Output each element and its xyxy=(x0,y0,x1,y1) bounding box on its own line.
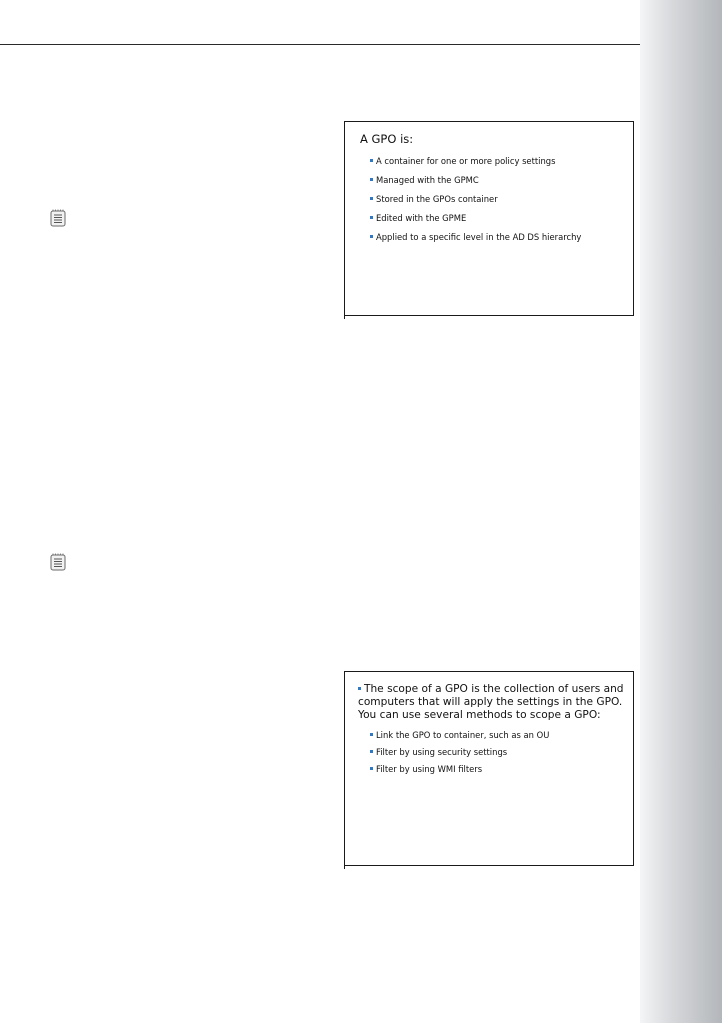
page-margin-sidebar xyxy=(640,0,722,1023)
bullet-icon xyxy=(370,178,373,181)
list-item: Managed with the GPMC xyxy=(370,174,581,193)
sub-bullet-list xyxy=(370,729,549,780)
list-item: Filter by using security settings xyxy=(370,746,549,763)
main-bullet: The scope of a GPO is the collection of users and computers that will apply the settings in the GPO. You can use several methods to scope a GPO: xyxy=(358,683,624,721)
list-item: Applied to a specific level in the AD DS hierarchy xyxy=(370,231,581,250)
notepad-icon xyxy=(50,209,66,227)
bullet-icon xyxy=(370,159,373,162)
bullet-icon xyxy=(370,235,373,238)
list-item: A container for one or more policy settings xyxy=(370,155,581,174)
list-item: Filter by using WMI filters xyxy=(370,763,549,780)
header-rule xyxy=(0,44,640,45)
slide-gpo-definition xyxy=(344,121,634,316)
bullet-icon xyxy=(370,197,373,200)
bullet-list xyxy=(370,155,581,250)
list-item: Link the GPO to container, such as an OU xyxy=(370,729,549,746)
slide-title: A GPO is: xyxy=(360,132,414,146)
bullet-icon xyxy=(370,767,373,770)
bullet-icon xyxy=(370,733,373,736)
bullet-icon xyxy=(370,216,373,219)
list-item: Edited with the GPME xyxy=(370,212,581,231)
notepad-icon xyxy=(50,553,66,571)
bullet-icon xyxy=(358,687,361,690)
bullet-icon xyxy=(370,750,373,753)
list-item: Stored in the GPOs container xyxy=(370,193,581,212)
slide-gpo-scope xyxy=(344,671,634,866)
